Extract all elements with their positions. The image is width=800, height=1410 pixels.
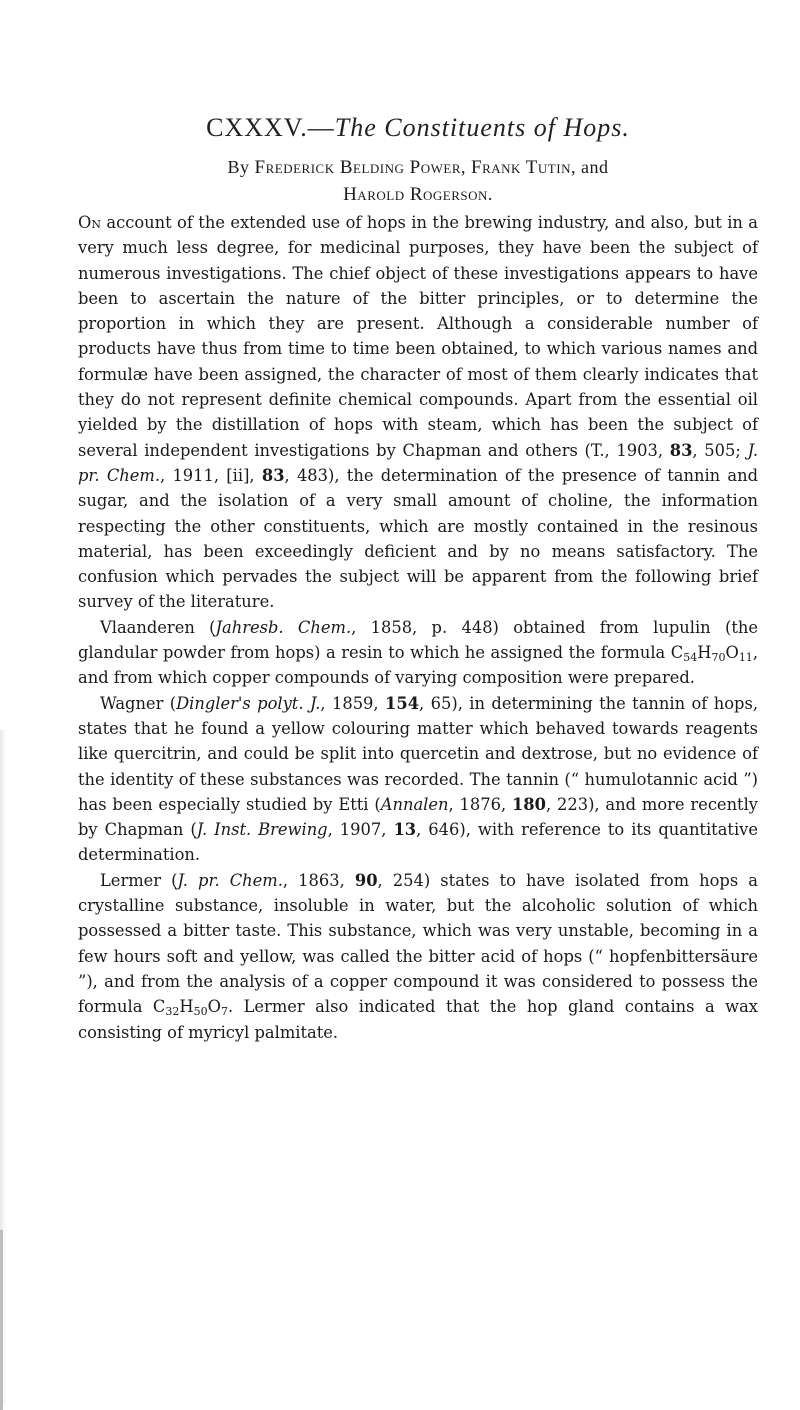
formula-subscript: 70 xyxy=(711,651,726,665)
text-run: . Lermer also indicated that the hop gland contains a wax consisting of myricyl palmitate. xyxy=(78,997,758,1042)
text-run: Vlaanderen ( xyxy=(100,617,216,637)
volume-number: 154 xyxy=(385,693,420,713)
journal-citation: J. pr. Chem. xyxy=(78,440,758,485)
page-edge-mark xyxy=(0,1230,3,1410)
text-run: , 1911, [ii], xyxy=(160,465,262,485)
text-run: Lermer ( xyxy=(100,870,178,890)
text-run: Wagner ( xyxy=(100,693,177,713)
text-run: , 254) states to have isolated from hops a crystalline substance, insoluble in water, but the alcoholic solution of which possessed a bitter taste. This substance, which was very unstable, becoming in a few hours soft and yellow, was called the bitter acid of hops (“ hopfenbittersäure ”), and from the analysis of a copper compound it was considered to possess the formula C xyxy=(78,870,759,1017)
volume-number: 83 xyxy=(669,440,693,460)
text-run: account of the extended use of hops in the brewing industry, and also, but in a very much less degree, for medicinal purposes, they have been the subject of numerous investigations. The chief object of these investigations appears to have been to ascertain the nature of the bitter principles, or to determine the proportion in which they are present. Although a considerable number of products have thus from time to time been obtained, to which various names and formulæ have been assigned, the character of most of them clearly indicates that they do not represent definite chemical compounds. Apart from the essential oil yielded by the distillation of hops with steam, which has been the subject of several independent investigations by Chapman and others (T., 1903, xyxy=(78,213,758,460)
formula-subscript: 11 xyxy=(738,651,753,665)
text-run: , 65), in determining the tannin of hops, states that he found a yellow colouring matter which behaved towards reagents like quercitrin, and could be split into quercetin and dextrose, but no evidence of the identity of these substances was recorded. The tannin (“ humulotannic acid ”) has been especially studied by Etti ( xyxy=(78,693,758,814)
formula-subscript: 50 xyxy=(193,1005,208,1019)
journal-citation: Dingler's polyt. J. xyxy=(176,693,321,713)
article-body xyxy=(78,210,758,1045)
text-run: , 1907, xyxy=(327,820,394,840)
paragraph-wagner xyxy=(78,691,758,868)
volume-number: 83 xyxy=(261,465,285,485)
journal-citation: J. pr. Chem. xyxy=(177,870,283,890)
text-run: , 1863, xyxy=(282,870,355,890)
formula-subscript: 54 xyxy=(683,651,698,665)
author-tutin: Frank Tutin xyxy=(471,157,571,178)
journal-citation: Annalen xyxy=(380,794,449,814)
author-byline xyxy=(78,154,758,208)
author-rogerson: Harold Rogerson xyxy=(343,184,488,205)
text-run: H xyxy=(697,643,712,663)
journal-citation: J. Inst. Brewing xyxy=(196,820,328,840)
text-run: , 505; xyxy=(692,440,748,460)
text-run: , 483), the determination of the presence of tannin and sugar, and the isolation of a very small amount of choline, the information respecting the other constituents, which are mostly contained in the resinous material, has been exceedingly deficient and by no means satisfactory. The confusion which pervades the subject will be apparent from the following brief survey of the literature. xyxy=(78,465,758,612)
byline-end: . xyxy=(487,184,493,204)
author-power: Frederick Belding Power xyxy=(254,157,461,178)
journal-citation: Jahresb. Chem. xyxy=(215,617,352,637)
byline-and: , and xyxy=(570,157,609,177)
text-run: , 1858, p. 448) obtained from lupulin (the glandular powder from hops) a resin to which he assigned the formula C xyxy=(78,617,758,663)
text-run: O xyxy=(725,643,739,663)
byline-sep: , xyxy=(461,157,466,177)
paragraph-vlaanderen xyxy=(78,615,758,691)
volume-number: 90 xyxy=(354,870,378,890)
title-text: The Constituents of Hops. xyxy=(334,113,630,142)
text-run: , 646), with reference to its quantitative determination. xyxy=(78,820,759,865)
text-run: O xyxy=(207,997,221,1017)
paragraph-lermer xyxy=(78,868,758,1045)
text-run: , 1859, xyxy=(320,693,386,713)
text-run: , 1876, xyxy=(448,794,512,814)
article xyxy=(78,112,758,1045)
article-title xyxy=(78,112,758,144)
formula-subscript: 7 xyxy=(220,1005,228,1019)
title-dash: — xyxy=(307,113,335,142)
text-run: H xyxy=(179,997,194,1017)
volume-number: 13 xyxy=(393,820,417,840)
section-number: CXXXV. xyxy=(206,113,308,142)
text-run: , 223), and more recently by Chapman ( xyxy=(78,794,759,840)
lead-word: On xyxy=(78,213,101,232)
formula-subscript: 32 xyxy=(165,1005,180,1019)
volume-number: 180 xyxy=(511,794,546,814)
text-run: , and from which copper compounds of varying composition were prepared. xyxy=(78,643,758,688)
byline-by: By xyxy=(227,157,250,177)
paragraph-intro xyxy=(78,210,758,615)
